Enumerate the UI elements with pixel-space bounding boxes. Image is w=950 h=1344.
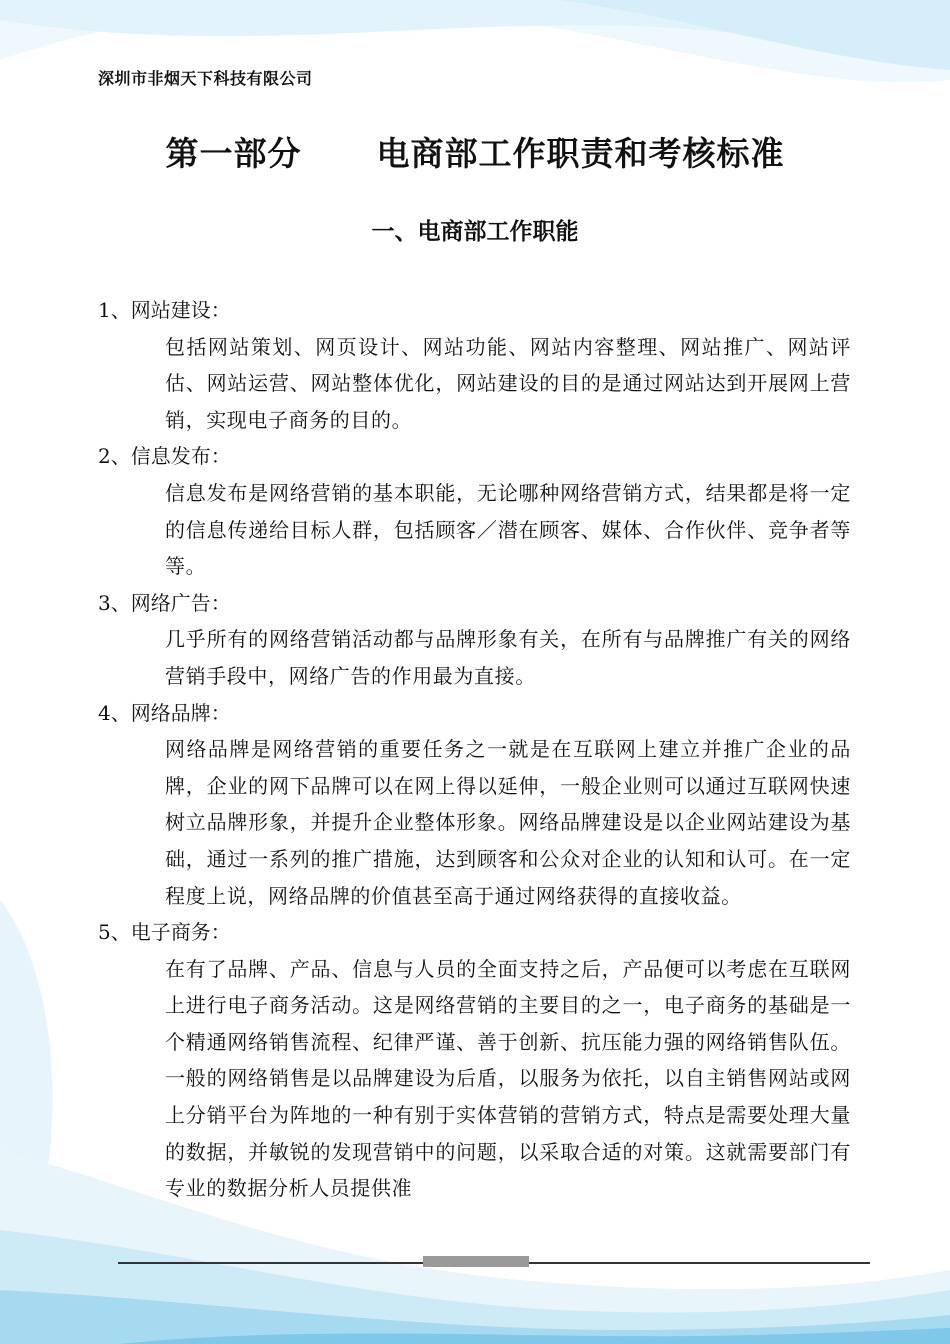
list-item <box>98 292 858 438</box>
item-body: 网络品牌是网络营销的重要任务之一就是在互联网上建立并推广企业的品牌，企业的网下品牌可以在网上得以延伸，一般企业则可以通过互联网快速树立品牌形象，并提升企业整体形象。网络品牌建设是以企业网站建设为基础，通过一系列的推广措施，达到顾客和公众对企业的认知和认可。在一定程度上说，网络品牌的价值甚至高于通过网络获得的直接收益。 <box>165 737 851 908</box>
section-title: 一、电商部工作职能 <box>371 219 579 245</box>
item-heading: 3、网络广告： <box>98 590 231 615</box>
item-body: 信息发布是网络营销的基本职能，无论哪种网络营销方式，结果都是将一定的信息传递给目标人群，包括顾客／潜在顾客、媒体、合作伙伴、竞争者等等。 <box>165 480 851 579</box>
item-heading: 1、网站建设： <box>98 298 231 322</box>
list-item <box>98 695 858 915</box>
list-item <box>98 914 858 1207</box>
item-heading: 4、网络品牌： <box>98 700 231 725</box>
footer-marker <box>423 1256 529 1267</box>
document-title: 第一部分 电商部工作职责和考核标准 <box>165 134 785 173</box>
list-item <box>98 438 858 584</box>
list-item <box>98 585 858 695</box>
content-body <box>98 292 858 1207</box>
item-body: 在有了品牌、产品、信息与人员的全面支持之后，产品便可以考虑在互联网上进行电子商务活动。这是网络营销的主要目的之一，电子商务的基础是一个精通网络销售流程、纪律严谨、善于创新、抗压能力强的网络销售队伍。一般的网络销售是以品牌建设为后盾，以服务为依托，以自主销售网站或网上分销平台为阵地的一种有别于实体营销的营销方式，特点是需要处理大量的数据，并敏锐的发现营销中的问题，以采取合适的对策。这就需要部门有专业的数据分析人员提供准 <box>165 956 851 1201</box>
item-body: 包括网站策划、网页设计、网站功能、网站内容整理、网站推广、网站评估、网站运营、网站整体优化，网站建设的目的是通过网站达到开展网上营销，实现电子商务的目的。 <box>165 334 851 432</box>
company-header: 深圳市非烟天下科技有限公司 <box>98 69 313 88</box>
item-heading: 2、信息发布： <box>98 444 231 469</box>
item-body: 几乎所有的网络营销活动都与品牌形象有关，在所有与品牌推广有关的网络营销手段中，网络广告的作用最为直接。 <box>165 627 851 688</box>
item-heading: 5、电子商务： <box>98 920 231 945</box>
